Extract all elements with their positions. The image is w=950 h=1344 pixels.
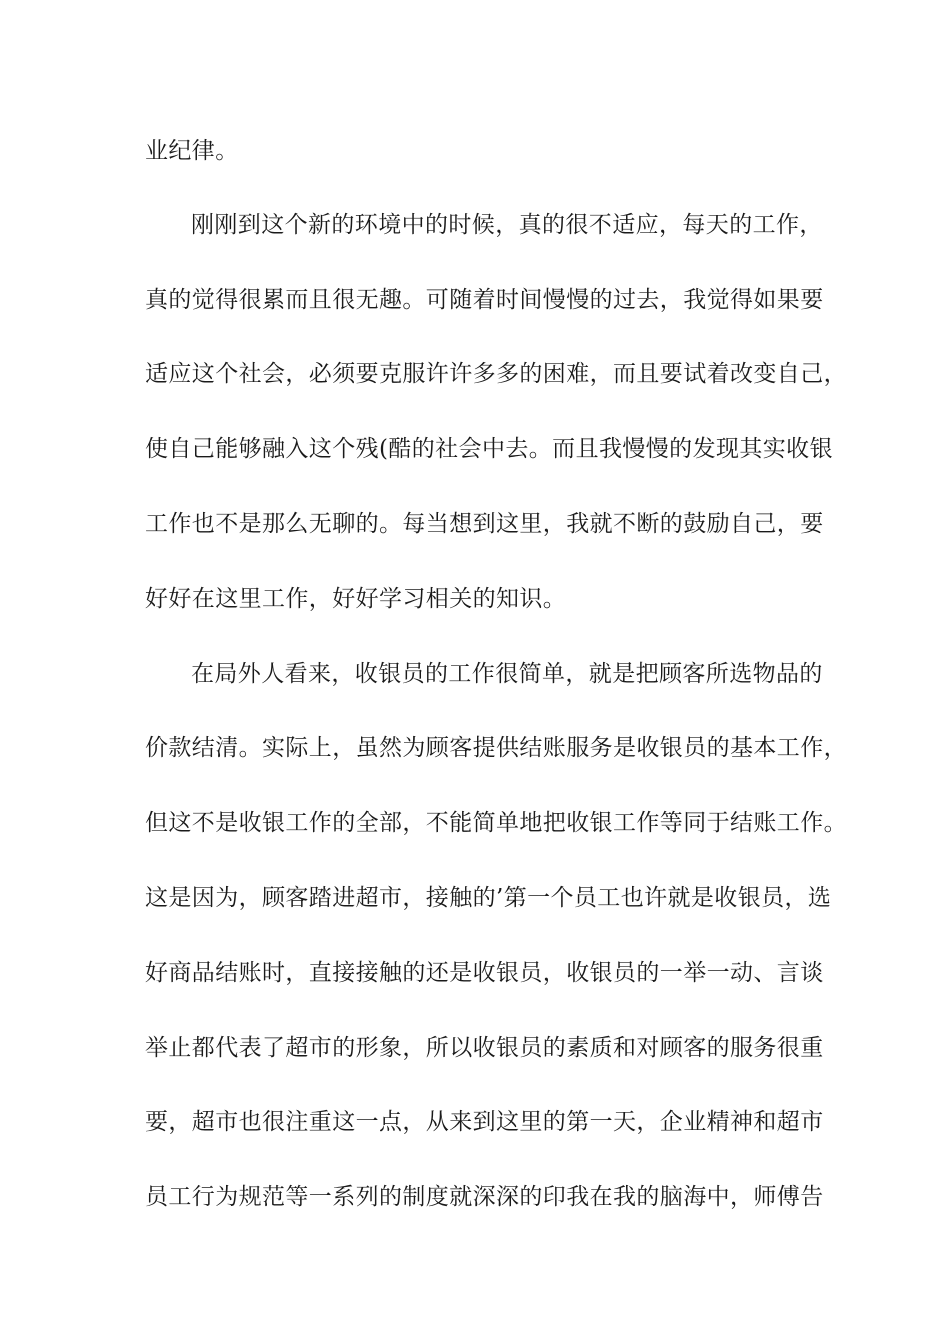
- text-line: 但这不是收银工作的全部，不能简单地把收银工作等同于结账工作。: [145, 810, 847, 836]
- text-line: 举止都代表了超市的形象，所以收银员的素质和对顾客的服务很重: [145, 1035, 824, 1061]
- text-line: 真的觉得很累而且很无趣。可随着时间慢慢的过去，我觉得如果要: [145, 287, 824, 313]
- text-line: 价款结清。实际上，虽然为顾客提供结账服务是收银员的基本工作，: [145, 735, 847, 761]
- text-line: 好商品结账时，直接接触的还是收银员，收银员的一举一动、言谈: [145, 960, 824, 986]
- text-line: 工作也不是那么无聊的。每当想到这里，我就不断的鼓励自己，要: [145, 511, 824, 537]
- text-line: 员工行为规范等一系列的制度就深深的印我在我的脑海中，师傅告: [145, 1184, 824, 1210]
- text-line: 好好在这里工作，好好学习相关的知识。: [145, 586, 567, 612]
- text-line: 这是因为，顾客踏进超市，接触的’第一个员工也许就是收银员，选: [145, 885, 832, 911]
- text-line: 使自己能够融入这个残(酷的社会中去。而且我慢慢的发现其实收银: [145, 436, 833, 462]
- paragraph-first-line: 刚刚到这个新的环境中的时候，真的很不适应，每天的工作，: [191, 212, 823, 238]
- text-line: 业纪律。: [145, 138, 239, 164]
- paragraph-first-line: 在局外人看来，收银员的工作很简单，就是把顾客所选物品的: [191, 661, 823, 687]
- text-line: 适应这个社会，必须要克服许许多多的困难，而且要试着改变自己，: [145, 361, 847, 387]
- text-line: 要，超市也很注重这一点，从来到这里的第一天，企业精神和超市: [145, 1109, 824, 1135]
